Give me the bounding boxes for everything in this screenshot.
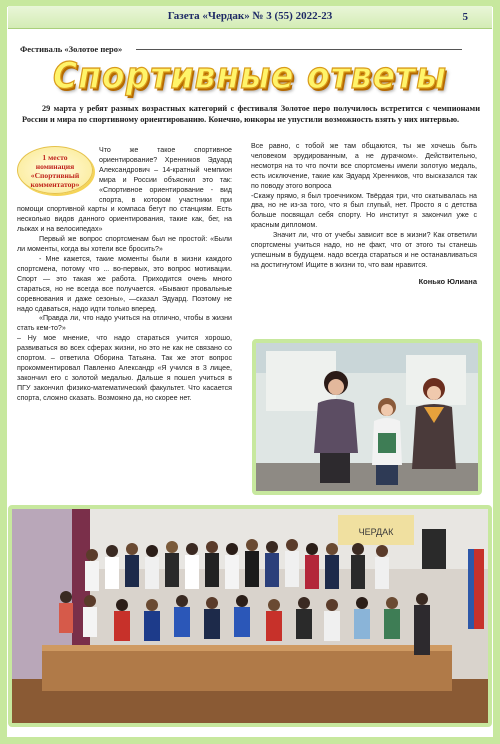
section-label: Фестиваль «Золотое перо» [20,44,123,54]
paragraph: – Ну мое мнение, что надо стараться учится хорошо, развиваться во всех сферах жизни, но это не как не связано со спортом. – ответила Оборина Татьяна. Так же этот вопрос прокомментировал Павленко Александр «Я учился в 3 лицее, закончил его с золотой медалью. Дальше я пошел учиться в ПГУ закончил физико-математический факультет. Что касается спорта, сложно сказать. Возможно да, но скорее нет. [17,334,232,402]
article-author: Конько Юлиана [418,276,477,286]
article-lead: 29 марта у ребят разных возрастных категорий с фестиваля Золотое перо получилось встретится с чемпионами России и мира по спортивному ориентированию. Конечно, юнкоры не упустили возможность взять у них интервью. [22,104,480,124]
paragraph: - Мне кажется, такие моменты были в жизни каждого спортсмена, потому что ... во-первых, это вопрос мотивации. Спорт — это такая же работа. Приходится очень много стараться, но не всегда все получается. «Бывают провальные соревнования и даже сезоны», —сказал Эдуард. Поэтому не надо сдаваться, надо идти только вперед. [17,254,232,313]
headline-container [30,56,470,98]
badge-line: номинация [35,162,75,171]
paragraph: -Скажу прямо, я был троечником. Твёрдая три, что скатывалась на два, но не из-за того, что я был глупый, нет. Просто я с детства больше посвящал себя спорту. Но институт я закончил уже с красным дипломом. [251,191,477,230]
award-photo [252,339,482,495]
banner-text: ЧЕРДАК [358,527,394,537]
paragraph: Все равно, с тобой же там общаются, ты же хочешь быть человеком эрудированным, а не дурачком». Действительно, несмотря на то что почти все спортсмены имели золотую медаль, есть исключение, такие как Эдуард Хренников, что высказался так по поводу этого вопроса [251,142,477,190]
award-photo-image [256,343,478,491]
badge-line: 1 место [42,153,68,162]
paragraph: Что же такое спортивное ориентирование? Хренников Эдуард Александрович – 14-кратный чемпион мира и России объяснил это так: «Спортивное ориентирование - вид спорта, в котором участники при помощи спортивной карты и компаса бегут по станциям. Есть несколько видов данного ориентирования, такие как, бег, на лыжах и на велосипедах» [17,146,232,234]
paragraph: Первый же вопрос спортсменам был не простой: «Были ли моменты, когда вы хотели все бросить?» [17,235,232,254]
left-column [17,146,232,404]
page-number: 5 [462,11,468,23]
right-column [251,142,477,287]
group-photo-image [12,509,488,723]
group-photo [8,505,492,727]
paragraph: Значит ли, что от учебы зависит все в жизни? Как ответили спортсмены учиться надо, но не факт, что от этого ты станешь успешным в будущем. надо всегда стараться и не останавливаться на достигнутом! Ищите в жизни то, что вам нравится. [251,231,477,269]
paragraph: «Правда ли, что надо учиться на отлично, чтобы в жизни стать кем-то?» [17,314,232,333]
newspaper-title: Газета «Чердак» № 3 (55) 2022-23 [167,10,333,22]
newspaper-header [8,6,492,29]
section-divider [136,49,462,50]
badge-line: комментатор» [30,180,80,189]
article-headline: Спортивные ответы [53,54,447,97]
badge-line: «Спортивный [30,171,80,180]
award-badge [17,146,93,194]
